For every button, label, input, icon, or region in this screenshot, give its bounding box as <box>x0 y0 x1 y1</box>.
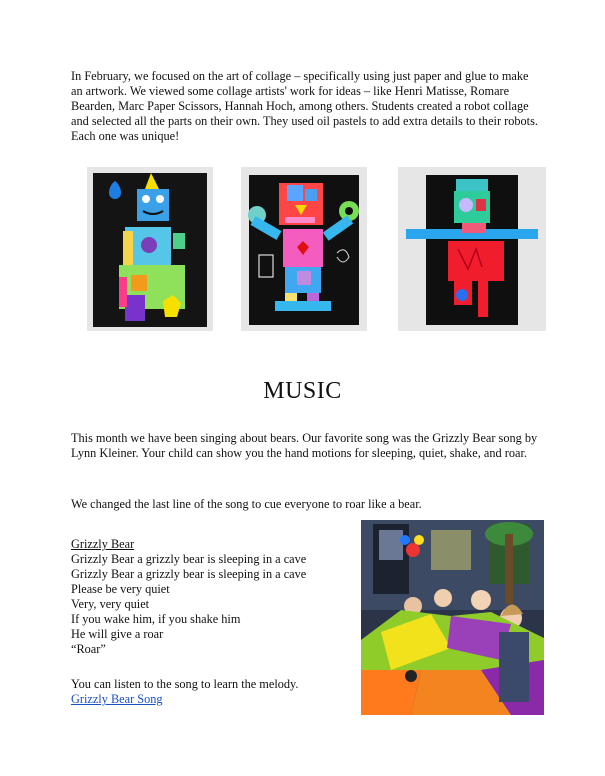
classroom-parachute-photo <box>361 520 544 715</box>
music-heading: MUSIC <box>263 378 342 404</box>
lyric-line-5: If you wake him, if you shake him <box>71 612 241 626</box>
lyric-line-1: Grizzly Bear a grizzly bear is sleeping in a cave <box>71 552 307 566</box>
song-lyrics <box>71 537 351 657</box>
robot-collage-photo-3 <box>398 167 546 331</box>
robot-collage-photo-1 <box>87 167 213 331</box>
lyric-line-4: Very, very quiet <box>71 597 150 611</box>
lyric-line-3: Please be very quiet <box>71 582 170 596</box>
lyric-line-7: “Roar” <box>71 642 106 656</box>
song-title: Grizzly Bear <box>71 537 135 551</box>
listen-text: You can listen to the song to learn the melody. <box>71 677 299 691</box>
lyric-line-2: Grizzly Bear a grizzly bear is sleeping in a cave <box>71 567 307 581</box>
song-change-note: We changed the last line of the song to cue everyone to roar like a bear. <box>71 497 422 511</box>
music-intro-paragraph: This month we have been singing about bears. Our favorite song was the Grizzly Bear song by Lynn Kleiner. Your child can show you the hand motions for sleeping, quiet, shake, and roar. <box>71 431 538 460</box>
grizzly-bear-song-link[interactable]: Grizzly Bear Song <box>71 692 163 706</box>
art-paragraph: In February, we focused on the art of collage – specifically using just paper and glue to make an artwork. We viewed some collage artists' work for ideas – like Henri Matisse, Romare Bearden, Marc Paper Scissors, Hannah Hoch, among others. Students created a robot collage and selected all the parts on their own. They used oil pastels to add extra details to their robots. Each one was unique! <box>71 69 538 143</box>
listen-paragraph <box>71 677 351 707</box>
lyric-line-6: He will give a roar <box>71 627 164 641</box>
robot-collage-photo-2 <box>241 167 367 331</box>
